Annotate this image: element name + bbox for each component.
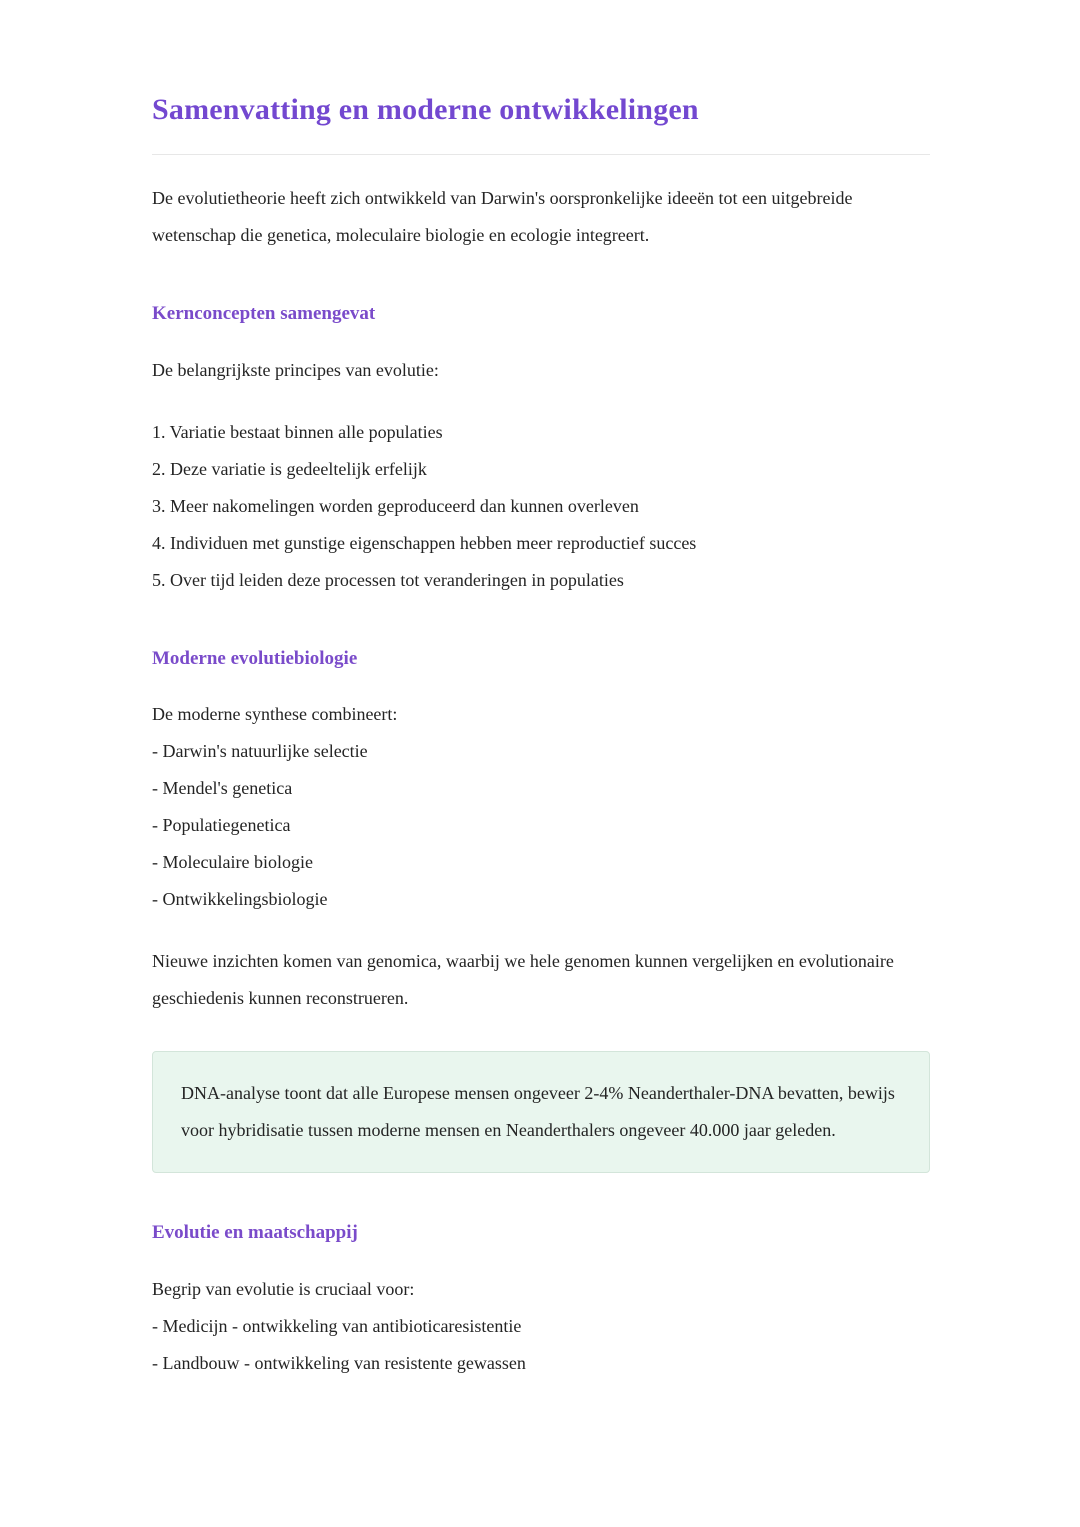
list-item: 2. Deze variatie is gedeeltelijk erfelijk: [152, 458, 427, 479]
list-item: - Mendel's genetica: [152, 778, 293, 799]
intro-paragraph: De evolutietheorie heeft zich ontwikkeld van Darwin's oorspronkelijke ideeën tot een uitgebreide wetenschap die genetica, moleculaire biologie en ecologie integreert.: [152, 188, 853, 245]
section-heading-kernconcepten: Kernconcepten samengevat: [152, 303, 376, 324]
synthesis-lead: De moderne synthese combineert:: [152, 704, 398, 725]
list-item: - Ontwikkelingsbiologie: [152, 889, 328, 910]
principles-numbered-list: [152, 414, 930, 599]
kernconcepten-lead: De belangrijkste principes van evolutie:: [152, 359, 439, 380]
list-item: 4. Individuen met gunstige eigenschappen hebben meer reproductief succes: [152, 532, 697, 553]
list-item: - Medicijn - ontwikkeling van antibioticaresistentie: [152, 1316, 522, 1337]
title-divider: [152, 154, 930, 155]
section-heading-evolutie-en-maatschappij: Evolutie en maatschappij: [152, 1222, 358, 1244]
list-item: 1. Variatie bestaat binnen alle populaties: [152, 421, 443, 442]
document-page: [152, 0, 930, 1527]
section-heading-moderne-evolutiebiologie: Moderne evolutiebiologie: [152, 647, 358, 669]
list-item: 5. Over tijd leiden deze processen tot veranderingen in populaties: [152, 569, 624, 590]
page-title: Samenvatting en moderne ontwikkelingen: [152, 93, 699, 126]
list-item: - Populatiegenetica: [152, 815, 291, 836]
dna-callout-box: [152, 1051, 930, 1173]
list-item: 3. Meer nakomelingen worden geproduceerd dan kunnen overleven: [152, 495, 639, 516]
society-dash-list: [152, 1271, 930, 1382]
list-item: - Moleculaire biologie: [152, 852, 313, 873]
list-item: - Landbouw - ontwikkeling van resistente gewassen: [152, 1353, 526, 1374]
synthesis-dash-list: [152, 696, 930, 918]
genomics-paragraph: Nieuwe inzichten komen van genomica, waarbij we hele genomen kunnen vergelijken en evolutionaire geschiedenis kunnen reconstrueren.: [152, 951, 894, 1009]
list-item: - Darwin's natuurlijke selectie: [152, 741, 368, 762]
dna-callout-text: DNA-analyse toont dat alle Europese mensen ongeveer 2-4% Neanderthaler-DNA bevatten, bewijs voor hybridisatie tussen moderne mensen en Neanderthalers ongeveer 40.000 jaar geleden.: [181, 1083, 895, 1141]
society-lead: Begrip van evolutie is cruciaal voor:: [152, 1279, 415, 1300]
